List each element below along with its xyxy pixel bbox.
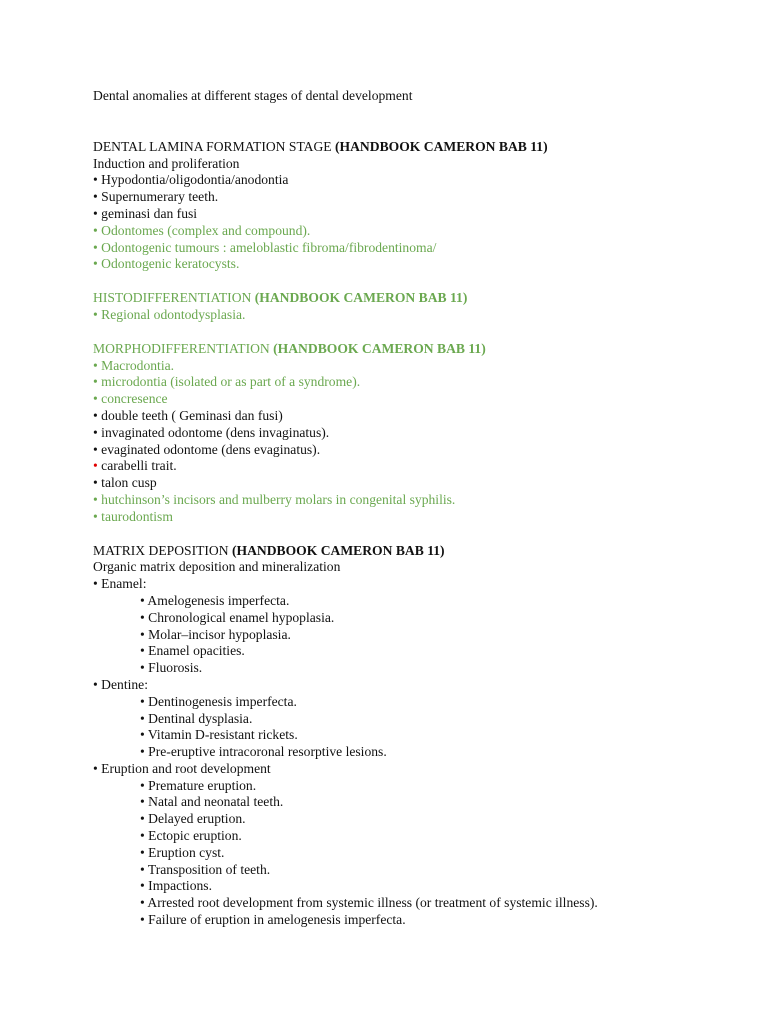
spacer <box>93 324 753 341</box>
list-item <box>93 778 753 795</box>
list-item <box>93 223 753 240</box>
list-item-text: Eruption cyst. <box>148 844 225 860</box>
list-item <box>93 492 753 509</box>
list-item <box>93 593 753 610</box>
list-item <box>93 694 753 711</box>
list-item-text: Amelogenesis imperfecta. <box>147 592 290 608</box>
list-item <box>93 828 753 845</box>
list-item-text: Supernumerary teeth. <box>101 189 219 205</box>
list-item <box>93 794 753 811</box>
list-item <box>93 256 753 273</box>
bullet: • <box>93 172 98 188</box>
bullet: • <box>93 475 98 491</box>
bullet: • <box>93 676 98 692</box>
section-heading-text: DENTAL LAMINA FORMATION STAGE <box>93 138 332 154</box>
list-item <box>93 727 753 744</box>
list-item-text: Natal and neonatal teeth. <box>148 794 284 810</box>
group-label-text: Enamel: <box>101 576 147 592</box>
reference-label: (HANDBOOK CAMERON BAB 11) <box>231 542 445 558</box>
bullet: • <box>93 239 98 255</box>
list-item <box>93 660 753 677</box>
list-item-text: Molar–incisor hypoplasia. <box>148 626 291 642</box>
bullet: • <box>93 576 98 592</box>
group-label-enamel <box>93 576 753 593</box>
bullet: • <box>140 626 145 642</box>
bullet: • <box>93 491 98 507</box>
bullet: • <box>140 592 145 608</box>
list-item <box>93 509 753 526</box>
section-subheading: Induction and proliferation <box>93 155 240 171</box>
bullet: • <box>93 441 98 457</box>
list-item-text: hutchinson’s incisors and mulberry molars in congenital syphilis. <box>101 491 456 507</box>
list-item <box>93 610 753 627</box>
list-item-text: concresence <box>101 391 168 407</box>
bullet: • <box>140 794 145 810</box>
list-item-text: Premature eruption. <box>148 777 257 793</box>
reference-label: (HANDBOOK CAMERON BAB 11) <box>254 290 468 306</box>
list-item <box>93 374 753 391</box>
list-item <box>93 408 753 425</box>
bullet: • <box>93 306 98 322</box>
bullet: • <box>93 458 98 474</box>
reference-label: (HANDBOOK CAMERON BAB 11) <box>335 138 548 154</box>
list-item-text: double teeth ( Geminasi dan fusi) <box>101 407 283 423</box>
bullet: • <box>140 844 145 860</box>
bullet: • <box>140 609 145 625</box>
section-subheading: Organic matrix deposition and mineralization <box>93 559 341 575</box>
list-item-text: Enamel opacities. <box>148 643 245 659</box>
list-item-text: Failure of eruption in amelogenesis imperfecta. <box>148 912 406 928</box>
list-item <box>93 189 753 206</box>
bullet: • <box>140 744 145 760</box>
list-item-text: Impactions. <box>148 878 212 894</box>
list-item-text: Vitamin D-resistant rickets. <box>147 727 298 743</box>
list-item <box>93 307 753 324</box>
list-item <box>93 744 753 761</box>
list-item-text: Pre-eruptive intracoronal resorptive lesions. <box>148 744 387 760</box>
bullet: • <box>93 357 98 373</box>
bullet: • <box>140 828 145 844</box>
group-label-eruption <box>93 761 753 778</box>
spacer <box>93 526 753 543</box>
list-item <box>93 895 753 912</box>
list-item <box>93 172 753 189</box>
list-item-text: microdontia (isolated or as part of a syndrome). <box>101 374 361 390</box>
bullet: • <box>140 777 145 793</box>
list-item <box>93 912 753 929</box>
list-item-text: Hypodontia/oligodontia/anodontia <box>101 172 289 188</box>
list-item <box>93 711 753 728</box>
bullet: • <box>93 256 98 272</box>
bullet: • <box>140 811 145 827</box>
list-item-text: carabelli trait. <box>101 458 177 474</box>
list-item <box>93 391 753 408</box>
document-title: Dental anomalies at different stages of dental development <box>93 88 413 103</box>
list-item <box>93 358 753 375</box>
bullet: • <box>93 189 98 205</box>
bullet: • <box>140 660 145 676</box>
list-item-text: geminasi dan fusi <box>101 205 198 221</box>
list-item-text: invaginated odontome (dens invaginatus). <box>101 424 330 440</box>
list-item <box>93 442 753 459</box>
list-item <box>93 643 753 660</box>
list-item-text: Transposition of teeth. <box>147 861 271 877</box>
bullet: • <box>93 407 98 423</box>
bullet: • <box>93 760 98 776</box>
section-heading-matrix-deposition <box>93 543 753 560</box>
list-item-text: Odontomes (complex and compound). <box>101 222 311 238</box>
bullet: • <box>140 861 145 877</box>
list-item <box>93 206 753 223</box>
list-item-text: Macrodontia. <box>101 357 175 373</box>
list-item <box>93 811 753 828</box>
list-item <box>93 475 753 492</box>
bullet: • <box>140 895 145 911</box>
list-item-text: taurodontism <box>101 508 173 524</box>
list-item <box>93 878 753 895</box>
list-item <box>93 627 753 644</box>
list-item-text: Fluorosis. <box>148 660 203 676</box>
section-heading-text: MATRIX DEPOSITION <box>93 542 229 558</box>
reference-label: (HANDBOOK CAMERON BAB 11) <box>273 340 486 356</box>
list-item-text: Arrested root development from systemic illness (or treatment of systemic illness). <box>147 895 598 911</box>
section-heading-text: HISTODIFFERENTIATION <box>93 290 252 306</box>
list-item-text: Ectopic eruption. <box>148 828 242 844</box>
list-item <box>93 862 753 879</box>
section-heading-morphodifferentiation <box>93 341 753 358</box>
bullet: • <box>93 508 98 524</box>
list-item <box>93 845 753 862</box>
bullet: • <box>93 391 98 407</box>
spacer <box>93 273 753 290</box>
list-item-text: Regional odontodysplasia. <box>101 306 246 322</box>
list-item-text: Odontogenic keratocysts. <box>101 256 240 272</box>
list-item-text: Dentinal dysplasia. <box>148 710 253 726</box>
group-label-text: Eruption and root development <box>101 760 271 776</box>
group-label-dentine <box>93 677 753 694</box>
list-item-text: talon cusp <box>101 475 157 491</box>
spacer <box>93 122 753 139</box>
bullet: • <box>140 693 145 709</box>
list-item-text: Delayed eruption. <box>148 811 246 827</box>
list-item <box>93 240 753 257</box>
list-item-text: Odontogenic tumours : ameloblastic fibroma/fibrodentinoma/ <box>101 239 437 255</box>
group-label-text: Dentine: <box>101 676 148 692</box>
bullet: • <box>93 374 98 390</box>
section-heading-histodifferentiation <box>93 290 753 307</box>
bullet: • <box>140 710 145 726</box>
section-heading-text: MORPHODIFFERENTIATION <box>93 340 270 356</box>
bullet: • <box>140 878 145 894</box>
bullet: • <box>140 643 145 659</box>
document-page <box>93 88 753 929</box>
list-item-text: Chronological enamel hypoplasia. <box>148 609 335 625</box>
list-item <box>93 458 753 475</box>
list-item-text: Dentinogenesis imperfecta. <box>148 693 297 709</box>
spacer <box>93 105 753 122</box>
bullet: • <box>93 222 98 238</box>
section-heading-dental-lamina <box>93 139 753 156</box>
list-item-text: evaginated odontome (dens evaginatus). <box>101 441 321 457</box>
bullet: • <box>93 424 98 440</box>
bullet: • <box>140 912 145 928</box>
bullet: • <box>140 727 145 743</box>
list-item <box>93 425 753 442</box>
bullet: • <box>93 205 98 221</box>
